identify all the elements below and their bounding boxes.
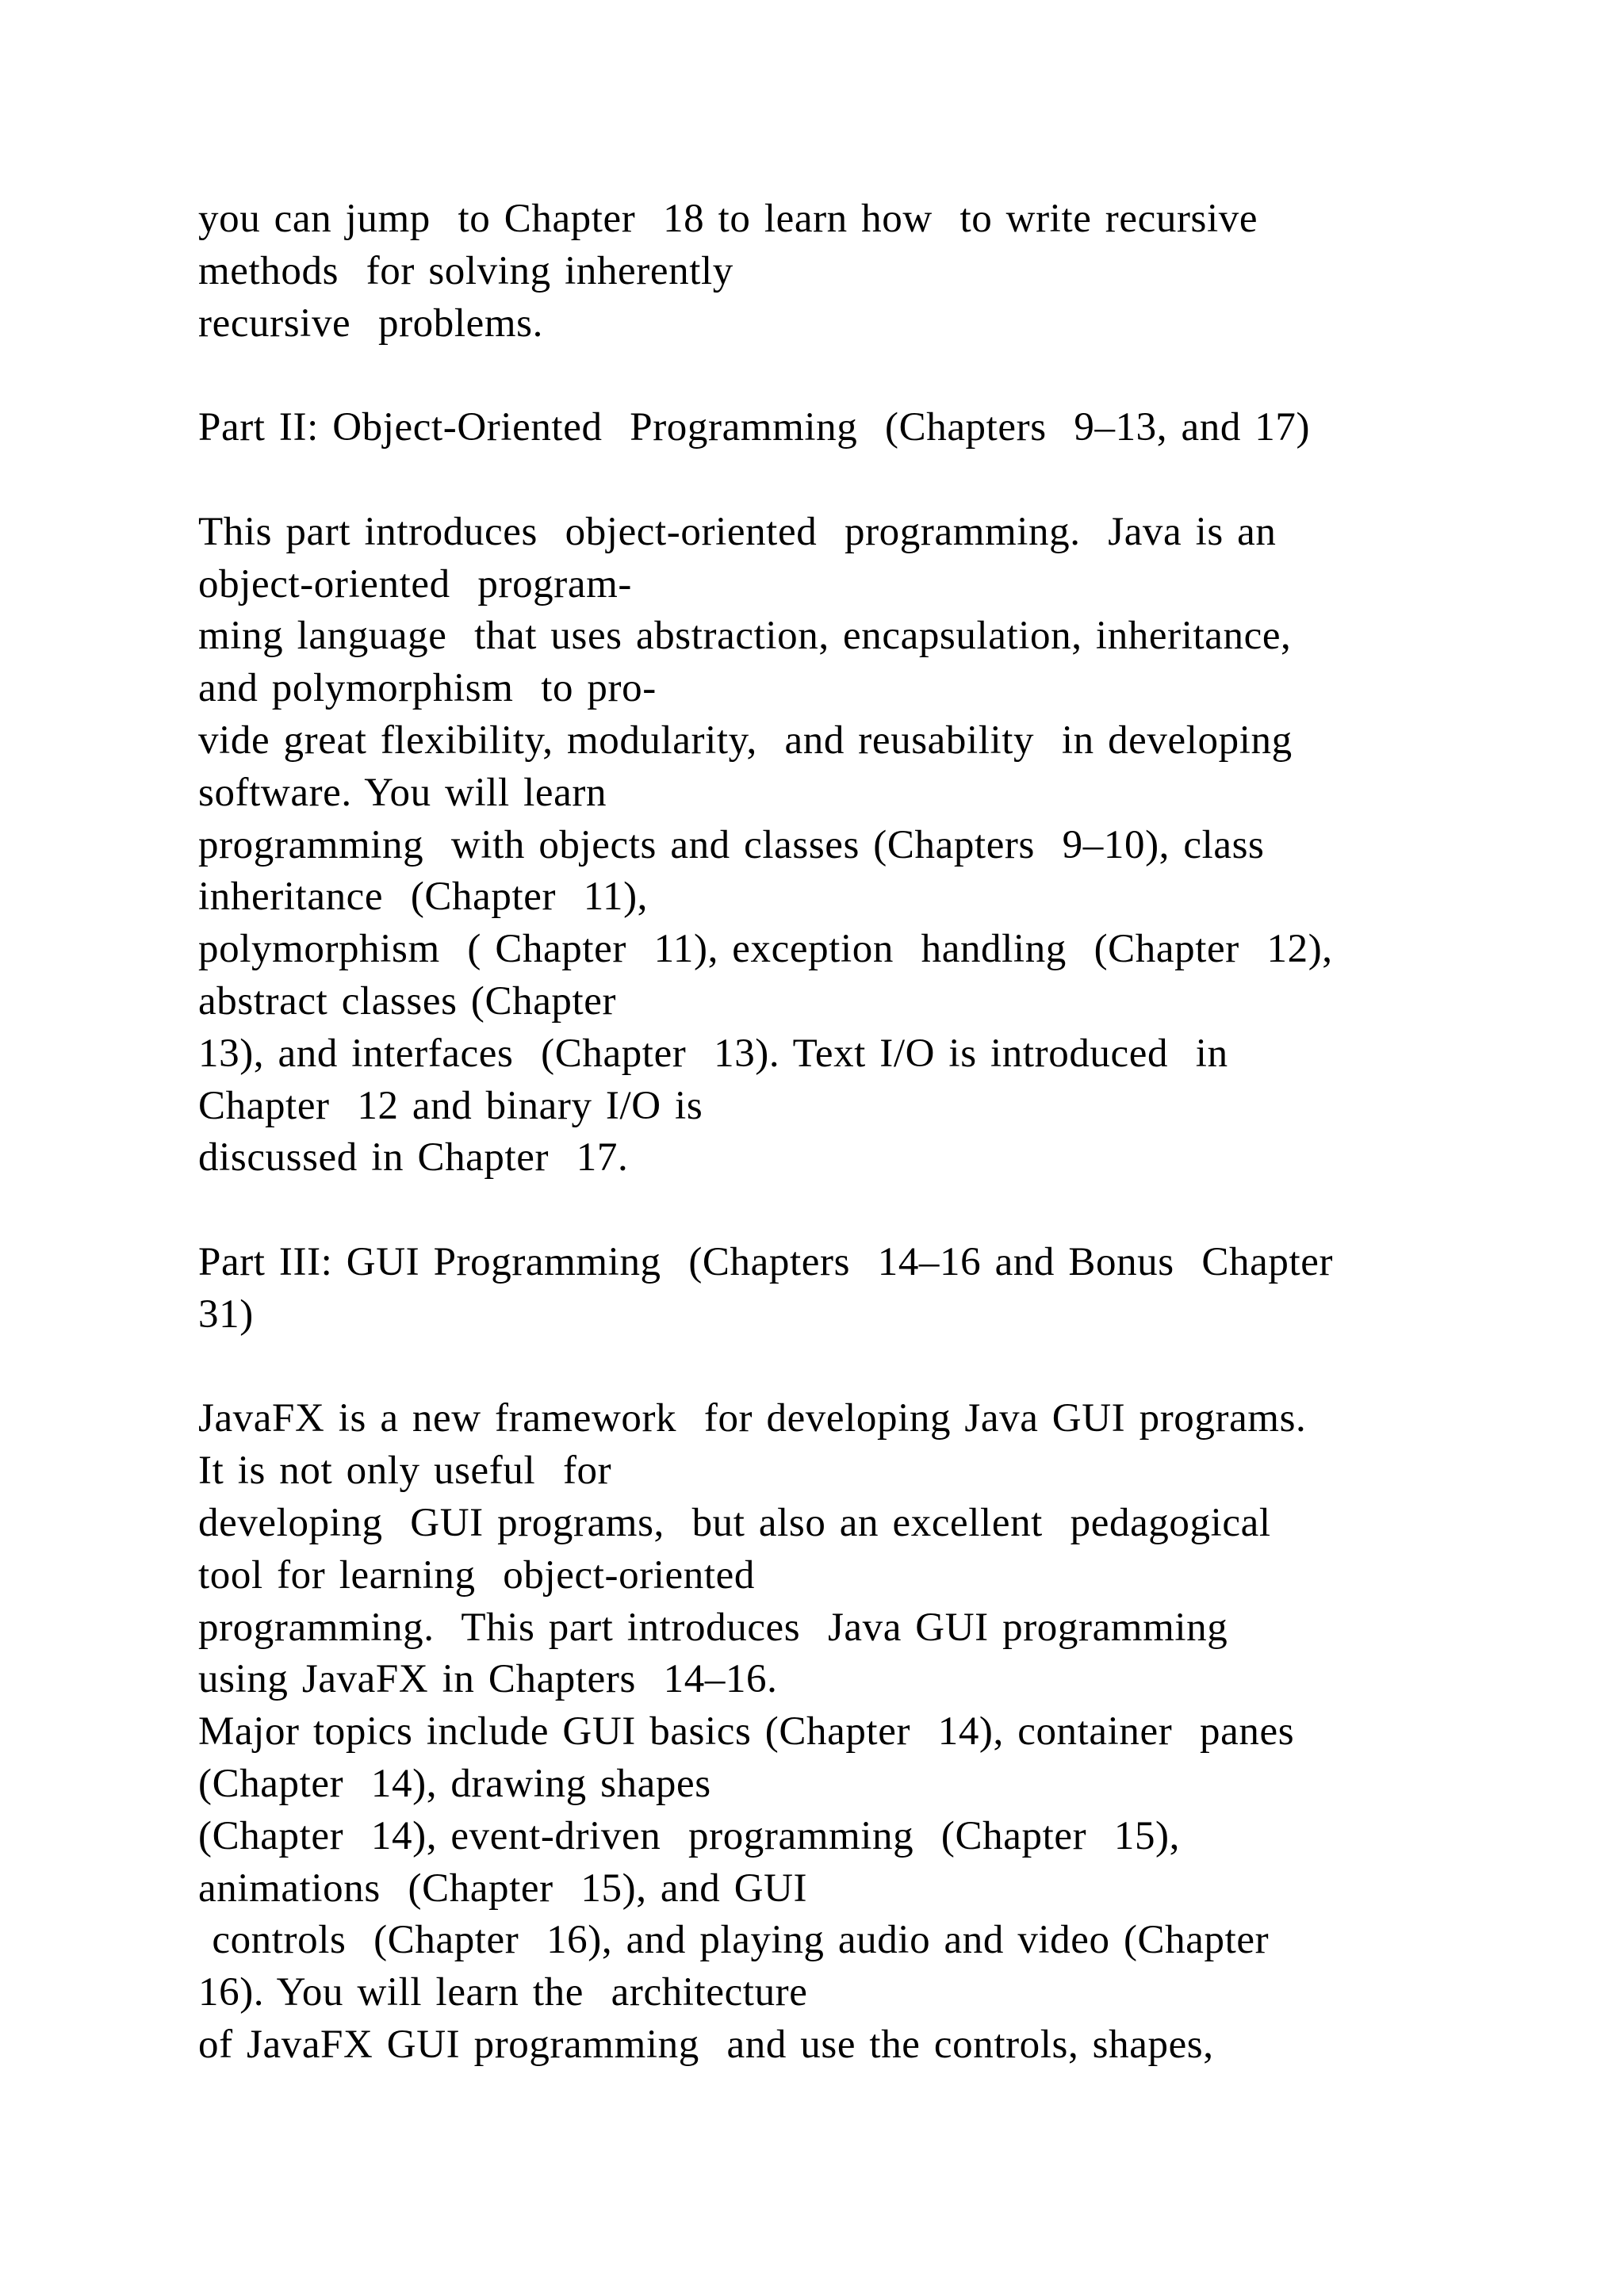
text-line: methods for solving inherently: [198, 248, 733, 293]
text-line: JavaFX is a new framework for developing Java GUI programs.: [198, 1396, 1307, 1441]
text-line: software. You will learn: [198, 770, 607, 815]
text-line: and polymorphism to pro-: [198, 666, 657, 711]
text-line: 16). You will learn the architecture: [198, 1970, 808, 2015]
text-line: controls (Chapter 16), and playing audio and video (Chapter: [198, 1918, 1270, 1963]
text-line: 13), and interfaces (Chapter 13). Text I/O is introduced in: [198, 1031, 1228, 1076]
paragraph-gap: [198, 1184, 1435, 1237]
text-line: vide great flexibility, modularity, and reusability in developing: [198, 718, 1293, 763]
text-line: ming language that uses abstraction, encapsulation, inheritance,: [198, 614, 1292, 659]
section-heading-part-iii: Part III: GUI Programming (Chapters 14–16 and Bonus Chapter: [198, 1239, 1334, 1284]
text-line: tool for learning object-oriented: [198, 1552, 755, 1598]
paragraph-gap: [198, 454, 1435, 507]
text-line: of JavaFX GUI programming and use the controls, shapes,: [198, 2022, 1214, 2067]
text-line: programming. This part introduces Java GUI programming: [198, 1605, 1228, 1650]
text-line: object-oriented program-: [198, 561, 632, 607]
text-line: animations (Chapter 15), and GUI: [198, 1866, 808, 1911]
text-line: Chapter 12 and binary I/O is: [198, 1083, 703, 1128]
text-line: It is not only useful for: [198, 1448, 612, 1494]
text-line: abstract classes (Chapter: [198, 978, 617, 1024]
text-line: This part introduces object-oriented programming. Java is an: [198, 509, 1277, 554]
text-line: inheritance (Chapter 11),: [198, 874, 649, 920]
section-heading-part-iii-cont: 31): [198, 1292, 254, 1337]
text-line: developing GUI programs, but also an excellent pedagogical: [198, 1500, 1271, 1545]
paragraph-gap: [198, 1341, 1435, 1394]
paragraph-gap: [198, 350, 1435, 402]
text-line: using JavaFX in Chapters 14–16.: [198, 1657, 778, 1702]
text-line: you can jump to Chapter 18 to learn how to write recursive: [198, 197, 1258, 241]
text-line: (Chapter 14), event-driven programming (Chapter 15),: [198, 1813, 1180, 1858]
document-body: [198, 193, 1435, 2072]
text-line: programming with objects and classes (Chapters 9–10), class: [198, 822, 1265, 867]
text-line: (Chapter 14), drawing shapes: [198, 1761, 711, 1806]
section-heading-part-ii: Part II: Object-Oriented Programming (Chapters 9–13, and 17): [198, 405, 1311, 450]
text-line: discussed in Chapter 17.: [198, 1135, 629, 1181]
text-line: recursive problems.: [198, 300, 543, 346]
text-line: Major topics include GUI basics (Chapter 14), container panes: [198, 1709, 1295, 1755]
text-line: polymorphism ( Chapter 11), exception handling (Chapter 12),: [198, 927, 1333, 972]
